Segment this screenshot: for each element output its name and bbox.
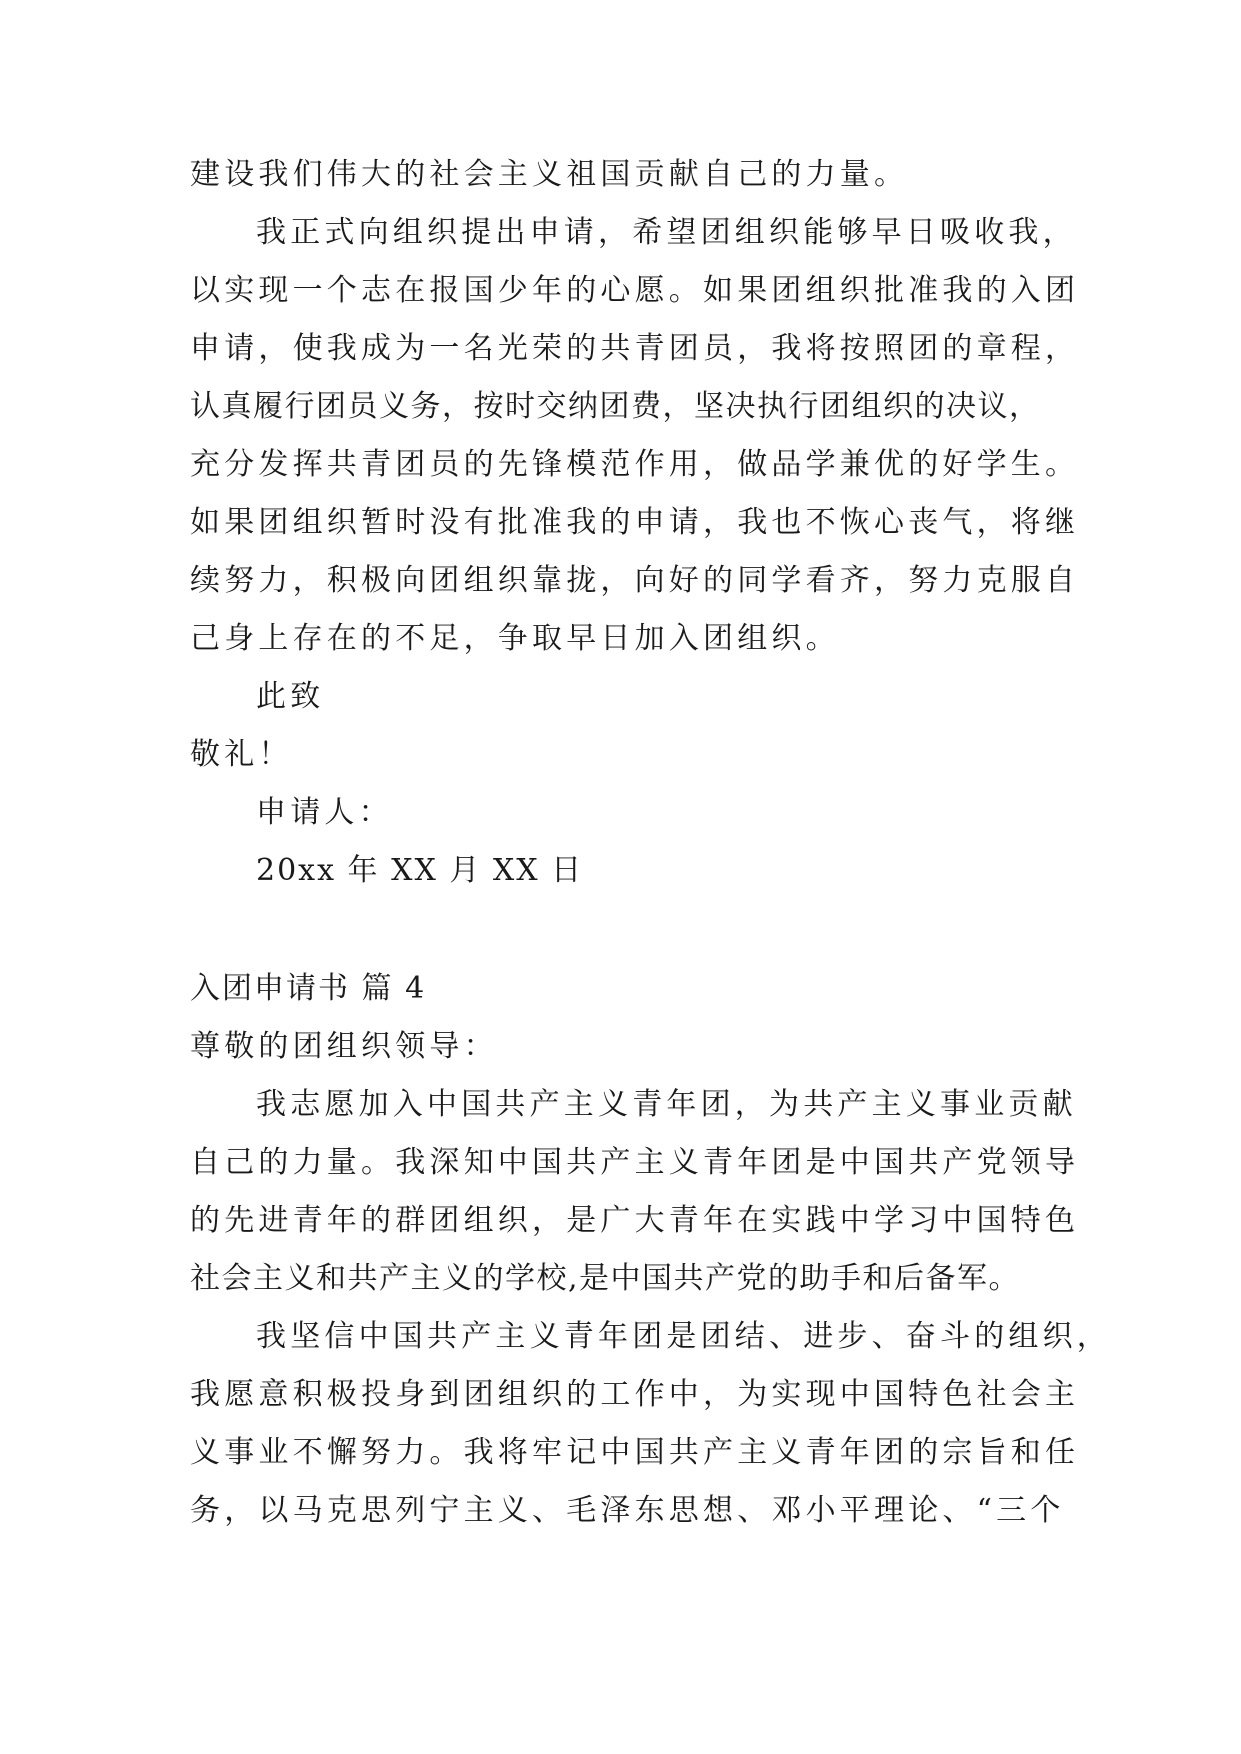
text-line: 务，以马克思列宁主义、毛泽东思想、邓小平理论、“三个 (190, 1493, 1065, 1528)
text-line: 的先进青年的群团组织，是广大青年在实践中学习中国特色 (190, 1203, 1080, 1238)
closing-regards: 敬礼！ (190, 737, 293, 772)
text-line: 续努力，积极向团组织靠拢，向好的同学看齐，努力克服自 (190, 563, 1080, 598)
text-line: 建设我们伟大的社会主义祖国贡献自己的力量。 (190, 157, 909, 192)
text-line: 我志愿加入中国共产主义青年团，为共产主义事业贡献 (256, 1087, 1077, 1122)
applicant-label: 申请人： (256, 795, 393, 830)
section-heading: 入团申请书 篇 4 (190, 971, 427, 1006)
text-line: 我愿意积极投身到团组织的工作中，为实现中国特色社会主 (190, 1377, 1080, 1412)
text-line: 我坚信中国共产主义青年团是团结、进步、奋斗的组织， (256, 1319, 1111, 1354)
date-line: 20xx 年 XX 月 XX 日 (256, 853, 584, 888)
text-line: 申请，使我成为一名光荣的共青团员，我将按照团的章程， (190, 331, 1080, 366)
text-line: 我正式向组织提出申请，希望团组织能够早日吸收我， (256, 215, 1077, 250)
text-line: 以实现一个志在报国少年的心愿。如果团组织批准我的入团 (190, 273, 1080, 308)
text-line: 自己的力量。我深知中国共产主义青年团是中国共产党领导 (190, 1145, 1080, 1180)
text-line: 认真履行团员义务，按时交纳团费，坚决执行团组织的决议， (190, 389, 1041, 424)
text-line: 社会主义和共产主义的学校,是中国共产党的助手和后备军。 (190, 1261, 1021, 1296)
closing-salutation: 此致 (256, 679, 325, 714)
text-line: 充分发挥共青团员的先锋模范作用，做品学兼优的好学生。 (190, 447, 1080, 482)
text-line: 己身上存在的不足，争取早日加入团组织。 (190, 621, 840, 656)
text-line: 义事业不懈努力。我将牢记中国共产主义青年团的宗旨和任 (190, 1435, 1080, 1470)
text-line: 如果团组织暂时没有批准我的申请，我也不恢心丧气，将继 (190, 505, 1080, 540)
greeting: 尊敬的团组织领导： (190, 1029, 498, 1064)
